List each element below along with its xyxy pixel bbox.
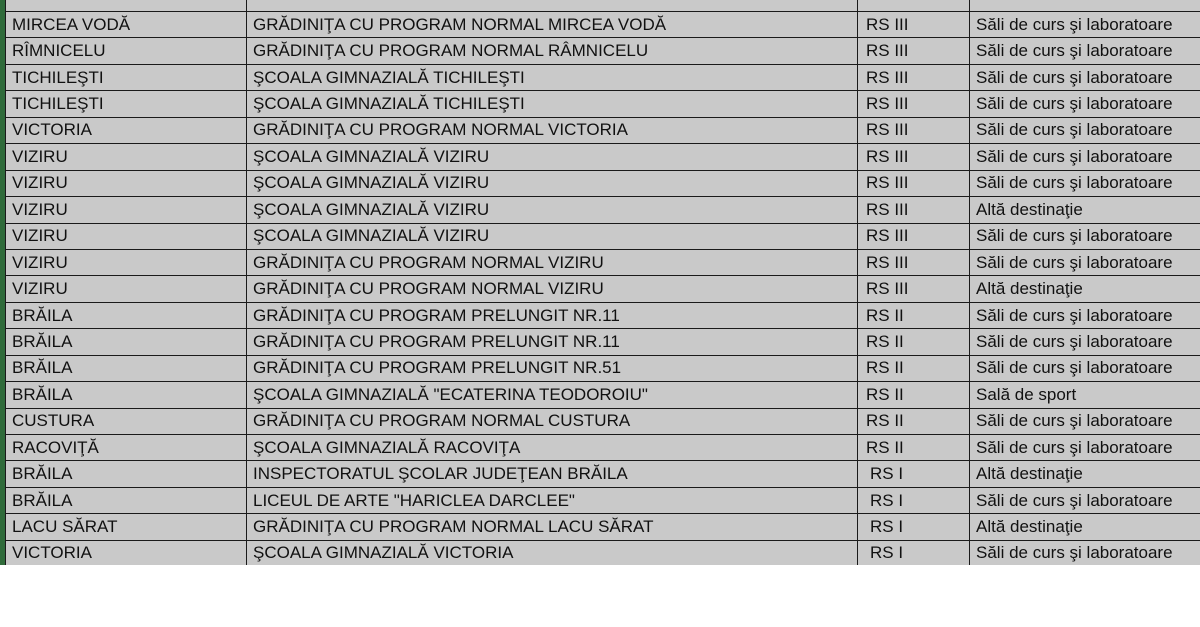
table-row [6,91,1200,117]
table-row [6,223,1200,249]
school-name-cell[interactable]: ŞCOALA GIMNAZIALĂ VIZIRU [247,197,858,223]
table-row [6,249,1200,275]
destination-cell[interactable]: Săli de curs şi laboratoare [970,302,1200,328]
locality-cell[interactable]: VIZIRU [6,144,247,170]
risk-class-cell[interactable]: RS III [858,249,970,275]
table-row [6,276,1200,302]
table-row [6,540,1200,565]
risk-class-cell[interactable]: RS I [858,540,970,565]
table-row [6,38,1200,64]
school-name-cell[interactable]: GRĂDINIŢA CU PROGRAM PRELUNGIT NR.11 [247,329,858,355]
destination-cell[interactable]: Sală de sport [970,382,1200,408]
school-name-cell[interactable]: ŞCOALA GIMNAZIALĂ VIZIRU [247,170,858,196]
locality-cell[interactable]: BRĂILA [6,487,247,513]
table-row [6,435,1200,461]
school-name-cell[interactable]: ŞCOALA GIMNAZIALĂ "ECATERINA TEODOROIU" [247,382,858,408]
destination-cell[interactable]: Săli de curs şi laboratoare [970,38,1200,64]
destination-cell[interactable]: Altă destinaţie [970,461,1200,487]
school-name-cell[interactable]: ŞCOALA GIMNAZIALĂ TICHILEŞTI [247,91,858,117]
destination-cell[interactable] [970,0,1200,12]
risk-class-cell[interactable] [858,0,970,12]
table-row [6,329,1200,355]
table-row [6,197,1200,223]
risk-class-cell[interactable]: RS II [858,382,970,408]
locality-cell[interactable] [6,0,247,12]
destination-cell[interactable]: Altă destinaţie [970,197,1200,223]
destination-cell[interactable]: Săli de curs şi laboratoare [970,355,1200,381]
risk-class-cell[interactable]: RS I [858,461,970,487]
school-name-cell[interactable]: GRĂDINIŢA CU PROGRAM PRELUNGIT NR.11 [247,302,858,328]
locality-cell[interactable]: VICTORIA [6,117,247,143]
risk-class-cell[interactable]: RS III [858,91,970,117]
locality-cell[interactable]: VIZIRU [6,170,247,196]
school-name-cell[interactable]: ŞCOALA GIMNAZIALĂ VIZIRU [247,223,858,249]
risk-class-cell[interactable]: RS I [858,514,970,540]
locality-cell[interactable]: VIZIRU [6,223,247,249]
school-name-cell[interactable]: INSPECTORATUL ŞCOLAR JUDEŢEAN BRĂILA [247,461,858,487]
school-name-cell[interactable]: GRĂDINIŢA CU PROGRAM NORMAL VIZIRU [247,249,858,275]
destination-cell[interactable]: Săli de curs şi laboratoare [970,12,1200,38]
table-row [6,144,1200,170]
risk-class-cell[interactable]: RS III [858,170,970,196]
table-row [6,12,1200,38]
table-row [6,170,1200,196]
risk-class-cell[interactable]: RS II [858,355,970,381]
school-name-cell[interactable]: GRĂDINIŢA CU PROGRAM NORMAL RÂMNICELU [247,38,858,64]
destination-cell[interactable]: Săli de curs şi laboratoare [970,487,1200,513]
risk-class-cell[interactable]: RS II [858,408,970,434]
locality-cell[interactable]: TICHILEŞTI [6,64,247,90]
locality-cell[interactable]: MIRCEA VODĂ [6,12,247,38]
locality-cell[interactable]: CUSTURA [6,408,247,434]
data-table [5,0,1200,565]
destination-cell[interactable]: Săli de curs şi laboratoare [970,329,1200,355]
school-name-cell[interactable]: LICEUL DE ARTE "HARICLEA DARCLEE" [247,487,858,513]
school-name-cell[interactable] [247,0,858,12]
school-name-cell[interactable]: GRĂDINIŢA CU PROGRAM NORMAL MIRCEA VODĂ [247,12,858,38]
destination-cell[interactable]: Altă destinaţie [970,276,1200,302]
risk-class-cell[interactable]: RS II [858,329,970,355]
table-row [6,302,1200,328]
locality-cell[interactable]: VIZIRU [6,276,247,302]
destination-cell[interactable]: Săli de curs şi laboratoare [970,408,1200,434]
risk-class-cell[interactable]: RS III [858,223,970,249]
school-name-cell[interactable]: ŞCOALA GIMNAZIALĂ TICHILEŞTI [247,64,858,90]
risk-class-cell[interactable]: RS III [858,117,970,143]
locality-cell[interactable]: BRĂILA [6,382,247,408]
table-row [6,514,1200,540]
destination-cell[interactable]: Săli de curs şi laboratoare [970,249,1200,275]
risk-class-cell[interactable]: RS III [858,144,970,170]
risk-class-cell[interactable]: RS III [858,64,970,90]
locality-cell[interactable]: VIZIRU [6,197,247,223]
school-name-cell[interactable]: ŞCOALA GIMNAZIALĂ RACOVIŢA [247,435,858,461]
destination-cell[interactable]: Săli de curs şi laboratoare [970,223,1200,249]
risk-class-cell[interactable]: RS III [858,38,970,64]
locality-cell[interactable]: BRĂILA [6,329,247,355]
locality-cell[interactable]: BRĂILA [6,461,247,487]
table-row [6,487,1200,513]
risk-class-cell[interactable]: RS II [858,435,970,461]
table-body [6,0,1200,565]
locality-cell[interactable]: VIZIRU [6,249,247,275]
school-name-cell[interactable]: GRĂDINIŢA CU PROGRAM PRELUNGIT NR.51 [247,355,858,381]
risk-class-cell[interactable]: RS III [858,197,970,223]
locality-cell[interactable]: VICTORIA [6,540,247,565]
risk-class-cell[interactable]: RS III [858,12,970,38]
destination-cell[interactable]: Săli de curs şi laboratoare [970,117,1200,143]
destination-cell[interactable]: Săli de curs şi laboratoare [970,170,1200,196]
school-name-cell[interactable]: ŞCOALA GIMNAZIALĂ VIZIRU [247,144,858,170]
school-name-cell[interactable]: GRĂDINIŢA CU PROGRAM NORMAL VICTORIA [247,117,858,143]
table-row [6,64,1200,90]
table-row [6,382,1200,408]
locality-cell[interactable]: LACU SĂRAT [6,514,247,540]
school-name-cell[interactable]: GRĂDINIŢA CU PROGRAM NORMAL CUSTURA [247,408,858,434]
table-row [6,117,1200,143]
locality-cell[interactable]: RACOVIŢĂ [6,435,247,461]
destination-cell[interactable]: Săli de curs şi laboratoare [970,91,1200,117]
risk-class-cell[interactable]: RS I [858,487,970,513]
school-name-cell[interactable]: ŞCOALA GIMNAZIALĂ VICTORIA [247,540,858,565]
table-row [6,0,1200,12]
locality-cell[interactable]: TICHILEŞTI [6,91,247,117]
destination-cell[interactable]: Altă destinaţie [970,514,1200,540]
risk-class-cell[interactable]: RS II [858,302,970,328]
table-row [6,461,1200,487]
destination-cell[interactable]: Săli de curs şi laboratoare [970,144,1200,170]
school-name-cell[interactable]: GRĂDINIŢA CU PROGRAM NORMAL LACU SĂRAT [247,514,858,540]
destination-cell[interactable]: Săli de curs şi laboratoare [970,435,1200,461]
locality-cell[interactable]: BRĂILA [6,302,247,328]
page-margin [5,565,1200,627]
locality-cell[interactable]: RÎMNICELU [6,38,247,64]
table-row [6,408,1200,434]
destination-cell[interactable]: Săli de curs şi laboratoare [970,64,1200,90]
locality-cell[interactable]: BRĂILA [6,355,247,381]
school-name-cell[interactable]: GRĂDINIŢA CU PROGRAM NORMAL VIZIRU [247,276,858,302]
risk-class-cell[interactable]: RS III [858,276,970,302]
destination-cell[interactable]: Săli de curs şi laboratoare [970,540,1200,565]
table-row [6,355,1200,381]
